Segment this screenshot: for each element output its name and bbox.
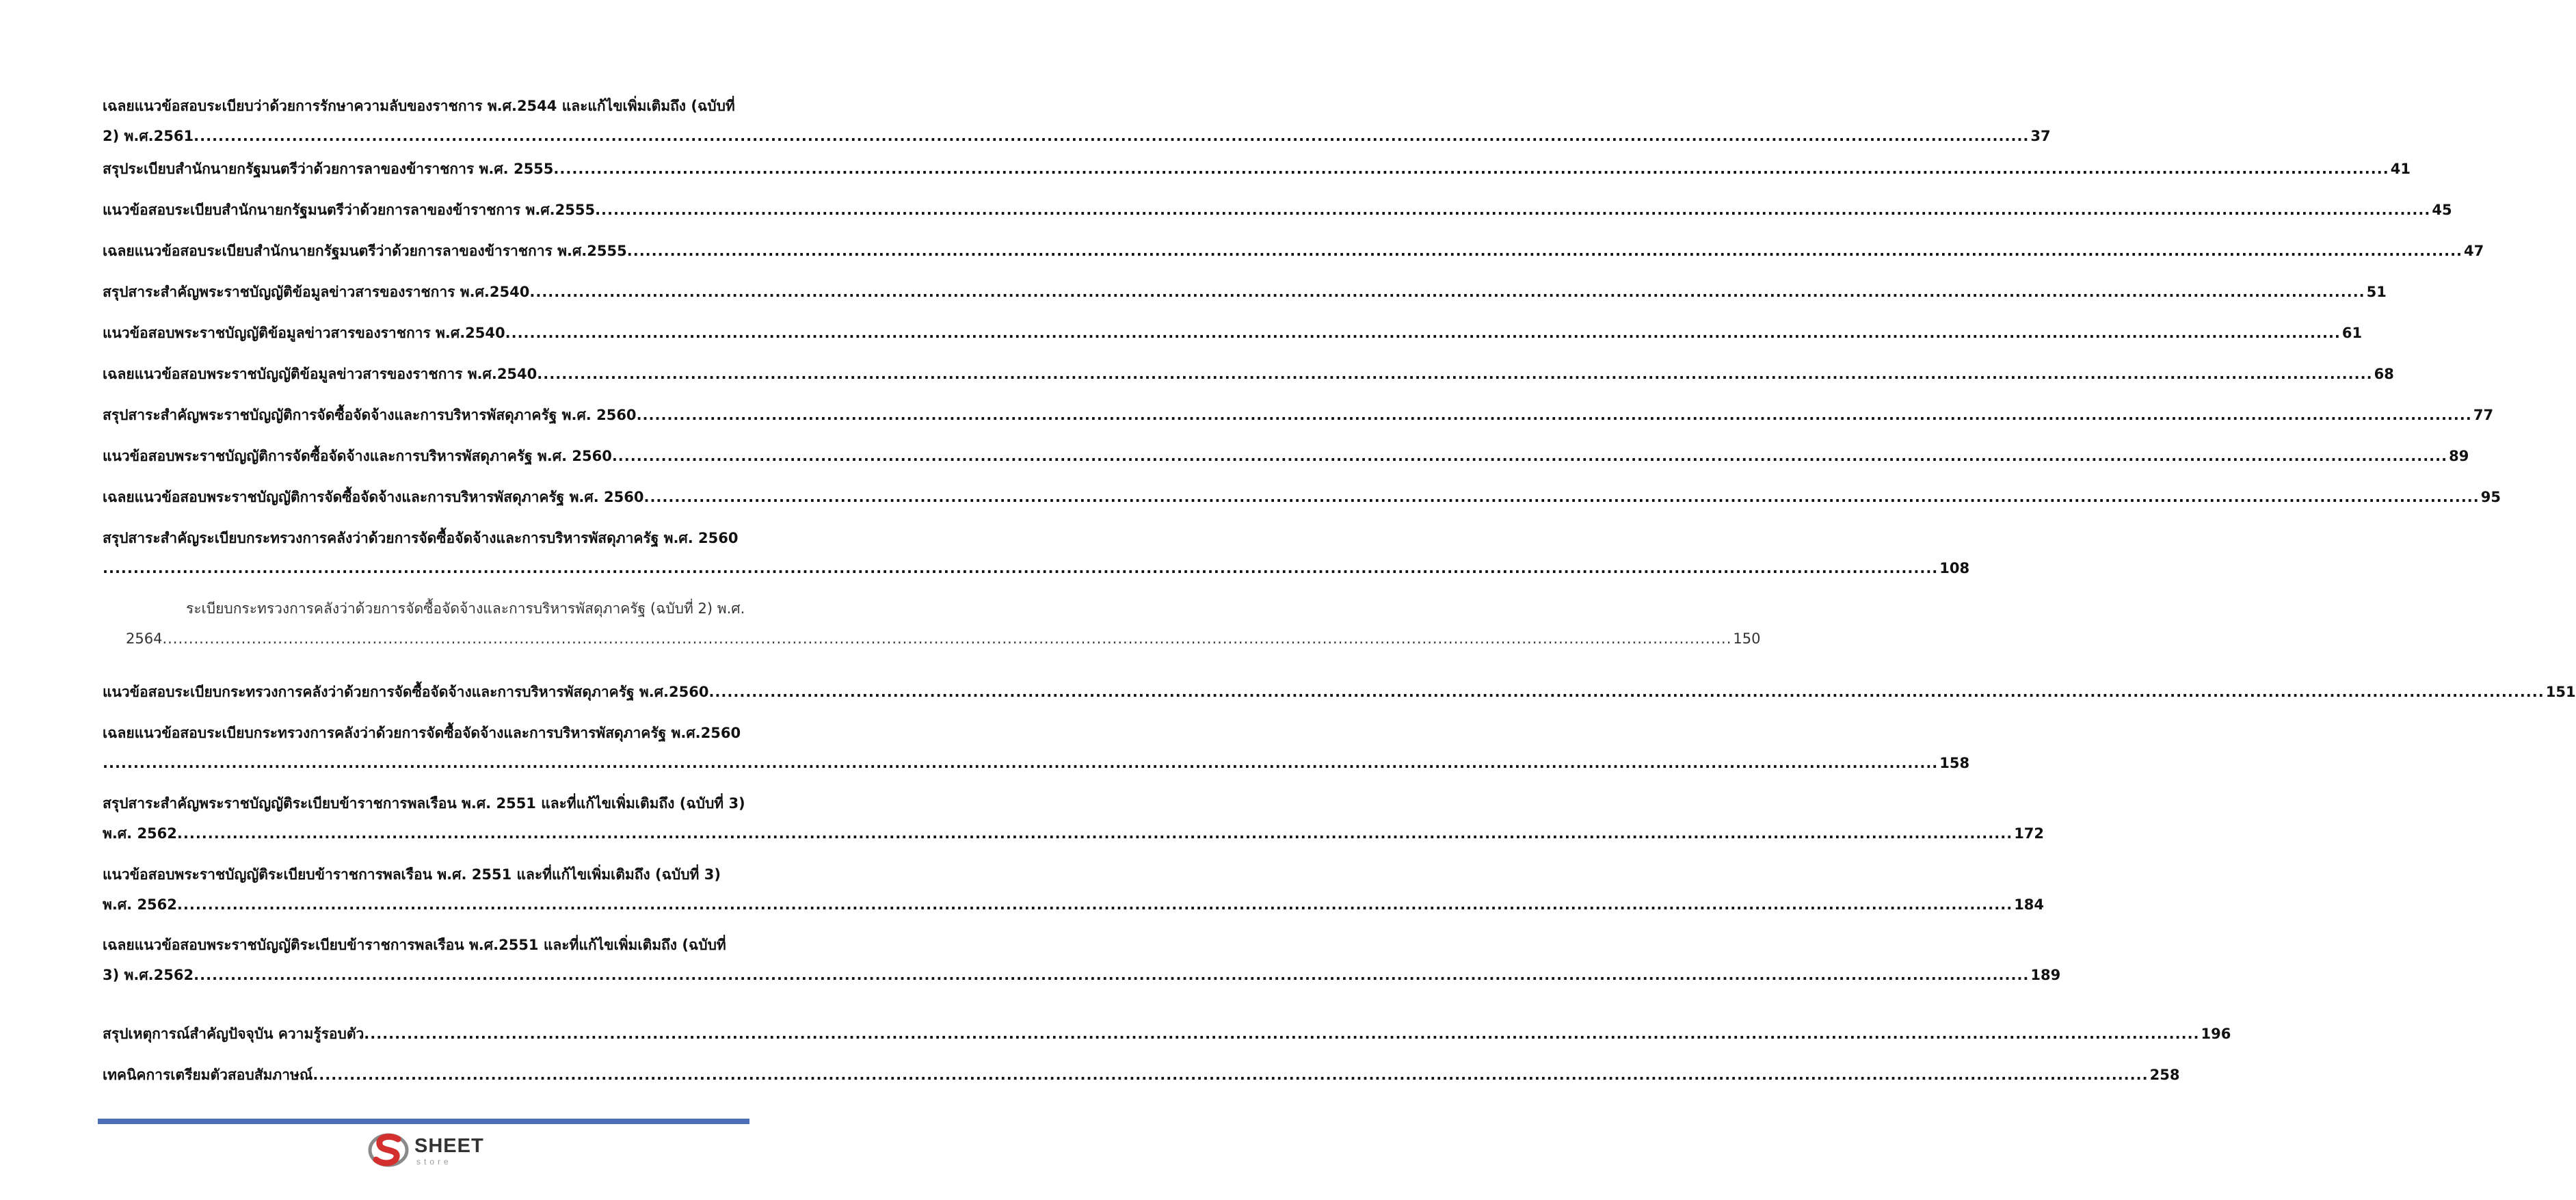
toc-entry[interactable] (103, 241, 2484, 261)
toc-page-number: 108 (1939, 560, 1970, 576)
toc-page-number: 41 (2390, 161, 2411, 177)
sheet-store-logo (368, 1130, 484, 1169)
toc-entry[interactable] (103, 282, 2387, 302)
toc-entry-title: เฉลยแนวข้อสอบระเบียบกระทรวงการคลังว่าด้วยการจัดซื้อจัดจ้างและการบริหารพัสดุภาครัฐ พ.ศ.2560 (103, 725, 741, 741)
dot-leader (177, 823, 2013, 844)
toc-page-number: 151 (2545, 684, 2576, 700)
toc-entry-title: เฉลยแนวข้อสอบระเบียบสำนักนายกรัฐมนตรีว่าด้วยการลาของข้าราชการ พ.ศ.2555 (103, 243, 627, 259)
toc-page-number: 77 (2473, 407, 2494, 423)
toc-page-number: 172 (2014, 825, 2045, 842)
toc-entry-title-cont: 3) พ.ศ.2562 (103, 967, 194, 983)
logo-text: SHEET (414, 1135, 484, 1157)
toc-entry[interactable] (103, 1024, 2231, 1044)
toc-entry[interactable] (103, 528, 1970, 578)
toc-page-number: 89 (2449, 448, 2469, 464)
toc-entry[interactable] (103, 793, 2045, 844)
toc-page-number: 47 (2464, 243, 2484, 259)
dot-leader (529, 282, 2365, 302)
toc-entry-title: ระเบียบกระทรวงการคลังว่าด้วยการจัดซื้อจัดจ้างและการบริหารพัสดุภาครัฐ (ฉบับที่ 2) พ.ศ. (186, 600, 745, 617)
toc-entry[interactable] (103, 1065, 2180, 1085)
toc-entry[interactable] (103, 96, 2051, 146)
toc-page-number: 196 (2201, 1026, 2231, 1042)
toc-entry[interactable] (103, 159, 2411, 179)
dot-leader (162, 628, 1731, 649)
toc-entry[interactable] (103, 364, 2394, 384)
toc-page-number: 68 (2374, 366, 2394, 382)
toc-entry[interactable] (103, 200, 2452, 220)
toc-entry[interactable] (103, 446, 2469, 466)
dot-leader (194, 965, 2029, 985)
logo-subtext: store (416, 1157, 452, 1166)
dot-leader (643, 487, 2479, 507)
sheet-store-emblem-icon (368, 1130, 412, 1169)
toc-entry-title: สรุปสาระสำคัญพระราชบัญญัติระเบียบข้าราชการพลเรือน พ.ศ. 2551 และที่แก้ไขเพิ่มเติมถึง (ฉบับที่ 3) (103, 795, 745, 812)
dot-leader (637, 405, 2472, 425)
dot-leader (103, 753, 1938, 773)
toc-entry[interactable] (103, 487, 2501, 507)
toc-entry-title-cont: พ.ศ. 2562 (103, 825, 177, 842)
dot-leader (313, 1065, 2148, 1085)
toc-page-number: 95 (2480, 489, 2501, 505)
dot-leader (537, 364, 2372, 384)
toc-page-number: 37 (2030, 128, 2051, 144)
toc-page-number: 61 (2341, 325, 2363, 341)
dot-leader (103, 558, 1938, 578)
footer-rule (98, 1119, 749, 1124)
toc-entry-title: เฉลยแนวข้อสอบระเบียบว่าด้วยการรักษาความลับของราชการ พ.ศ.2544 และแก้ไขเพิ่มเติมถึง (ฉบับที่ (103, 98, 735, 114)
dot-leader (194, 126, 2029, 146)
toc-page-number: 184 (2014, 896, 2045, 913)
toc-entry-title-cont: 2564 (126, 630, 163, 647)
toc-entry-title: แนวข้อสอบระเบียบกระทรวงการคลังว่าด้วยการจัดซื้อจัดจ้างและการบริหารพัสดุภาครัฐ พ.ศ.2560 (103, 684, 709, 700)
toc-entry-title: แนวข้อสอบระเบียบสำนักนายกรัฐมนตรีว่าด้วยการลาของข้าราชการ พ.ศ.2555 (103, 202, 596, 218)
toc-entry-title: เฉลยแนวข้อสอบพระราชบัญญัติระเบียบข้าราชการพลเรือน พ.ศ.2551 และที่แก้ไขเพิ่มเติมถึง (ฉบับที่ (103, 937, 726, 953)
toc-entry-title: สรุปสาระสำคัญระเบียบกระทรวงการคลังว่าด้วยการจัดซื้อจัดจ้างและการบริหารพัสดุภาครัฐ พ.ศ. 2560 (103, 530, 739, 546)
toc-entry-title-cont: พ.ศ. 2562 (103, 896, 177, 913)
toc-entry[interactable] (103, 935, 2061, 985)
toc-entry-title: เทคนิคการเตรียมตัวสอบสัมภาษณ์ (103, 1067, 313, 1083)
toc-entry[interactable] (103, 598, 1761, 649)
toc-page-number: 258 (2149, 1067, 2180, 1083)
toc-entry-title: สรุประเบียบสำนักนายกรัฐมนตรีว่าด้วยการลาของข้าราชการ พ.ศ. 2555 (103, 161, 554, 177)
toc-page-number: 45 (2432, 202, 2452, 218)
toc-entry-title: เฉลยแนวข้อสอบพระราชบัญญัติการจัดซื้อจัดจ้างและการบริหารพัสดุภาครัฐ พ.ศ. 2560 (103, 489, 644, 505)
toc-entry-title: สรุปสาระสำคัญพระราชบัญญัติข้อมูลข่าวสารของราชการ พ.ศ.2540 (103, 284, 530, 300)
toc-entry[interactable] (103, 864, 2045, 915)
dot-leader (708, 682, 2544, 702)
toc-entry-title: แนวข้อสอบพระราชบัญญัติข้อมูลข่าวสารของราชการ พ.ศ.2540 (103, 325, 505, 341)
toc-entry[interactable] (103, 405, 2494, 425)
toc-entry-title: สรุปเหตุการณ์สำคัญปัจจุบัน ความรู้รอบตัว (103, 1026, 364, 1042)
toc-entry[interactable] (103, 723, 1970, 773)
dot-leader (595, 200, 2430, 220)
dot-leader (627, 241, 2462, 261)
toc-page-number: 51 (2366, 284, 2387, 300)
toc-entry-title: เฉลยแนวข้อสอบพระราชบัญญัติข้อมูลข่าวสารของราชการ พ.ศ.2540 (103, 366, 537, 382)
dot-leader (177, 894, 2013, 915)
dot-leader (553, 159, 2389, 179)
dot-leader (505, 323, 2341, 343)
toc-page-number: 150 (1733, 630, 1761, 647)
toc-entry-title: สรุปสาระสำคัญพระราชบัญญัติการจัดซื้อจัดจ้างและการบริหารพัสดุภาครัฐ พ.ศ. 2560 (103, 407, 637, 423)
toc-page-number: 158 (1939, 755, 1970, 771)
toc-entry[interactable] (103, 323, 2363, 343)
toc-entry-title: แนวข้อสอบพระราชบัญญัติการจัดซื้อจัดจ้างและการบริหารพัสดุภาครัฐ พ.ศ. 2560 (103, 448, 612, 464)
dot-leader (612, 446, 2447, 466)
toc-entry[interactable] (103, 682, 2576, 702)
toc-entry-title-cont: 2) พ.ศ.2561 (103, 128, 194, 144)
dot-leader (364, 1024, 2199, 1044)
toc-entry-title: แนวข้อสอบพระราชบัญญัติระเบียบข้าราชการพลเรือน พ.ศ. 2551 และที่แก้ไขเพิ่มเติมถึง (ฉบับที่ 3) (103, 866, 721, 883)
toc-page-number: 189 (2030, 967, 2061, 983)
